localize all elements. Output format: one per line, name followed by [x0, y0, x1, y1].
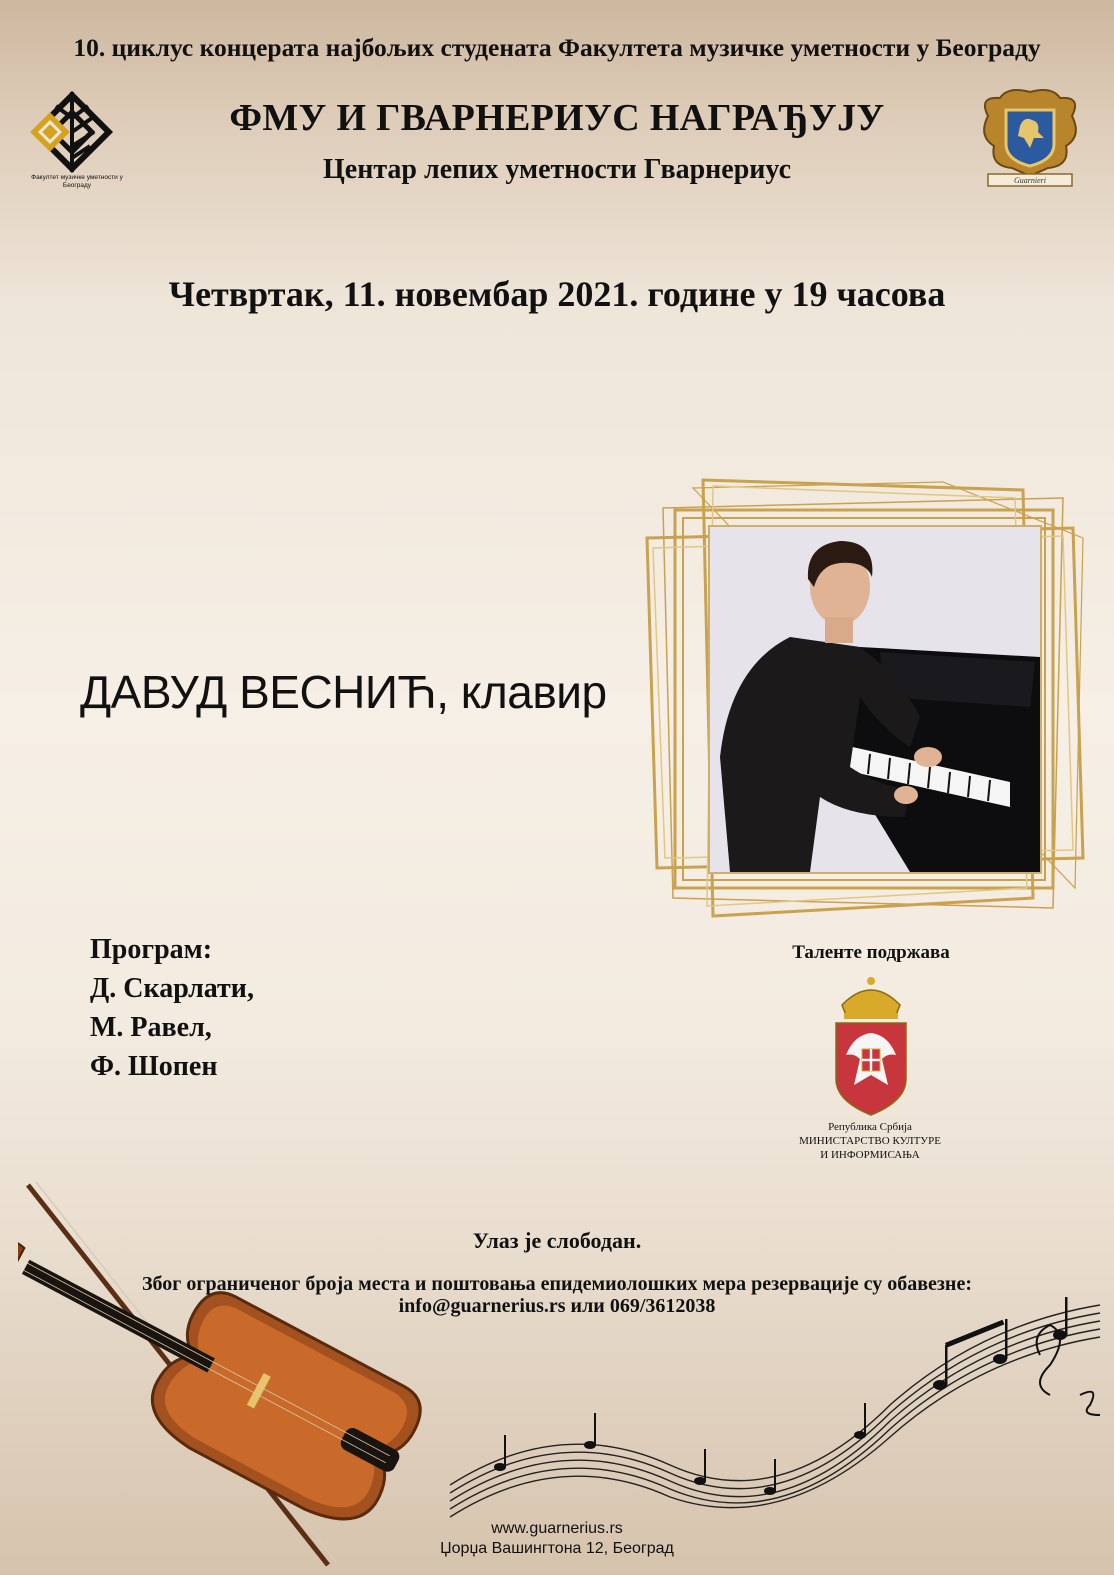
program-list	[90, 930, 254, 1086]
ministry-caption	[770, 1120, 970, 1162]
reservation-contact[interactable]: info@guarnerius.rs или 069/3612038	[398, 1295, 716, 1317]
performer-name: ДАВУД ВЕСНИЋ, клавир	[80, 666, 607, 718]
ministry-line-info: И ИНФОРМИСАЊА	[820, 1149, 920, 1161]
program-item: Ф. Шопен	[90, 1051, 218, 1082]
sponsor-label: Таленте подржава	[792, 942, 950, 963]
venue-address: Џорџа Вашингтона 12, Београд	[440, 1540, 674, 1557]
ministry-line-republic: Република Србија	[828, 1121, 912, 1133]
program-item: М. Равел,	[90, 1012, 212, 1043]
pianist-photo	[708, 525, 1042, 874]
program-heading: Програм:	[90, 934, 213, 965]
fmu-logo-caption: Факултет музичке уметности у Београду	[31, 174, 123, 189]
guarnerius-crest-logo	[978, 86, 1082, 190]
serbia-coat-of-arms-logo	[832, 975, 910, 1120]
event-title: ФМУ И ГВАРНЕРИУС НАГРАЂУЈУ	[229, 97, 885, 139]
event-date: Четвртак, 11. новембар 2021. године у 19 часова	[168, 274, 946, 314]
music-notes-decoration	[440, 1295, 1110, 1535]
series-heading: 10. циклус концерата најбољих студената Факултета музичке уметности у Београду	[73, 33, 1041, 62]
crest-banner-text: Guarnieri	[1014, 176, 1046, 185]
venue-name: Центар лепих уметности Гварнериус	[322, 154, 791, 185]
reservation-notice: Због ограниченог броја места и поштовања епидемиолошких мера резервације су обавезне:	[142, 1273, 972, 1295]
website-link[interactable]: www.guarnerius.rs	[491, 1520, 623, 1537]
ministry-line-name: МИНИСТАРСТВО КУЛТУРЕ	[799, 1135, 941, 1147]
free-entry-notice: Улаз је слободан.	[472, 1228, 642, 1253]
program-item: Д. Скарлати,	[90, 973, 254, 1004]
